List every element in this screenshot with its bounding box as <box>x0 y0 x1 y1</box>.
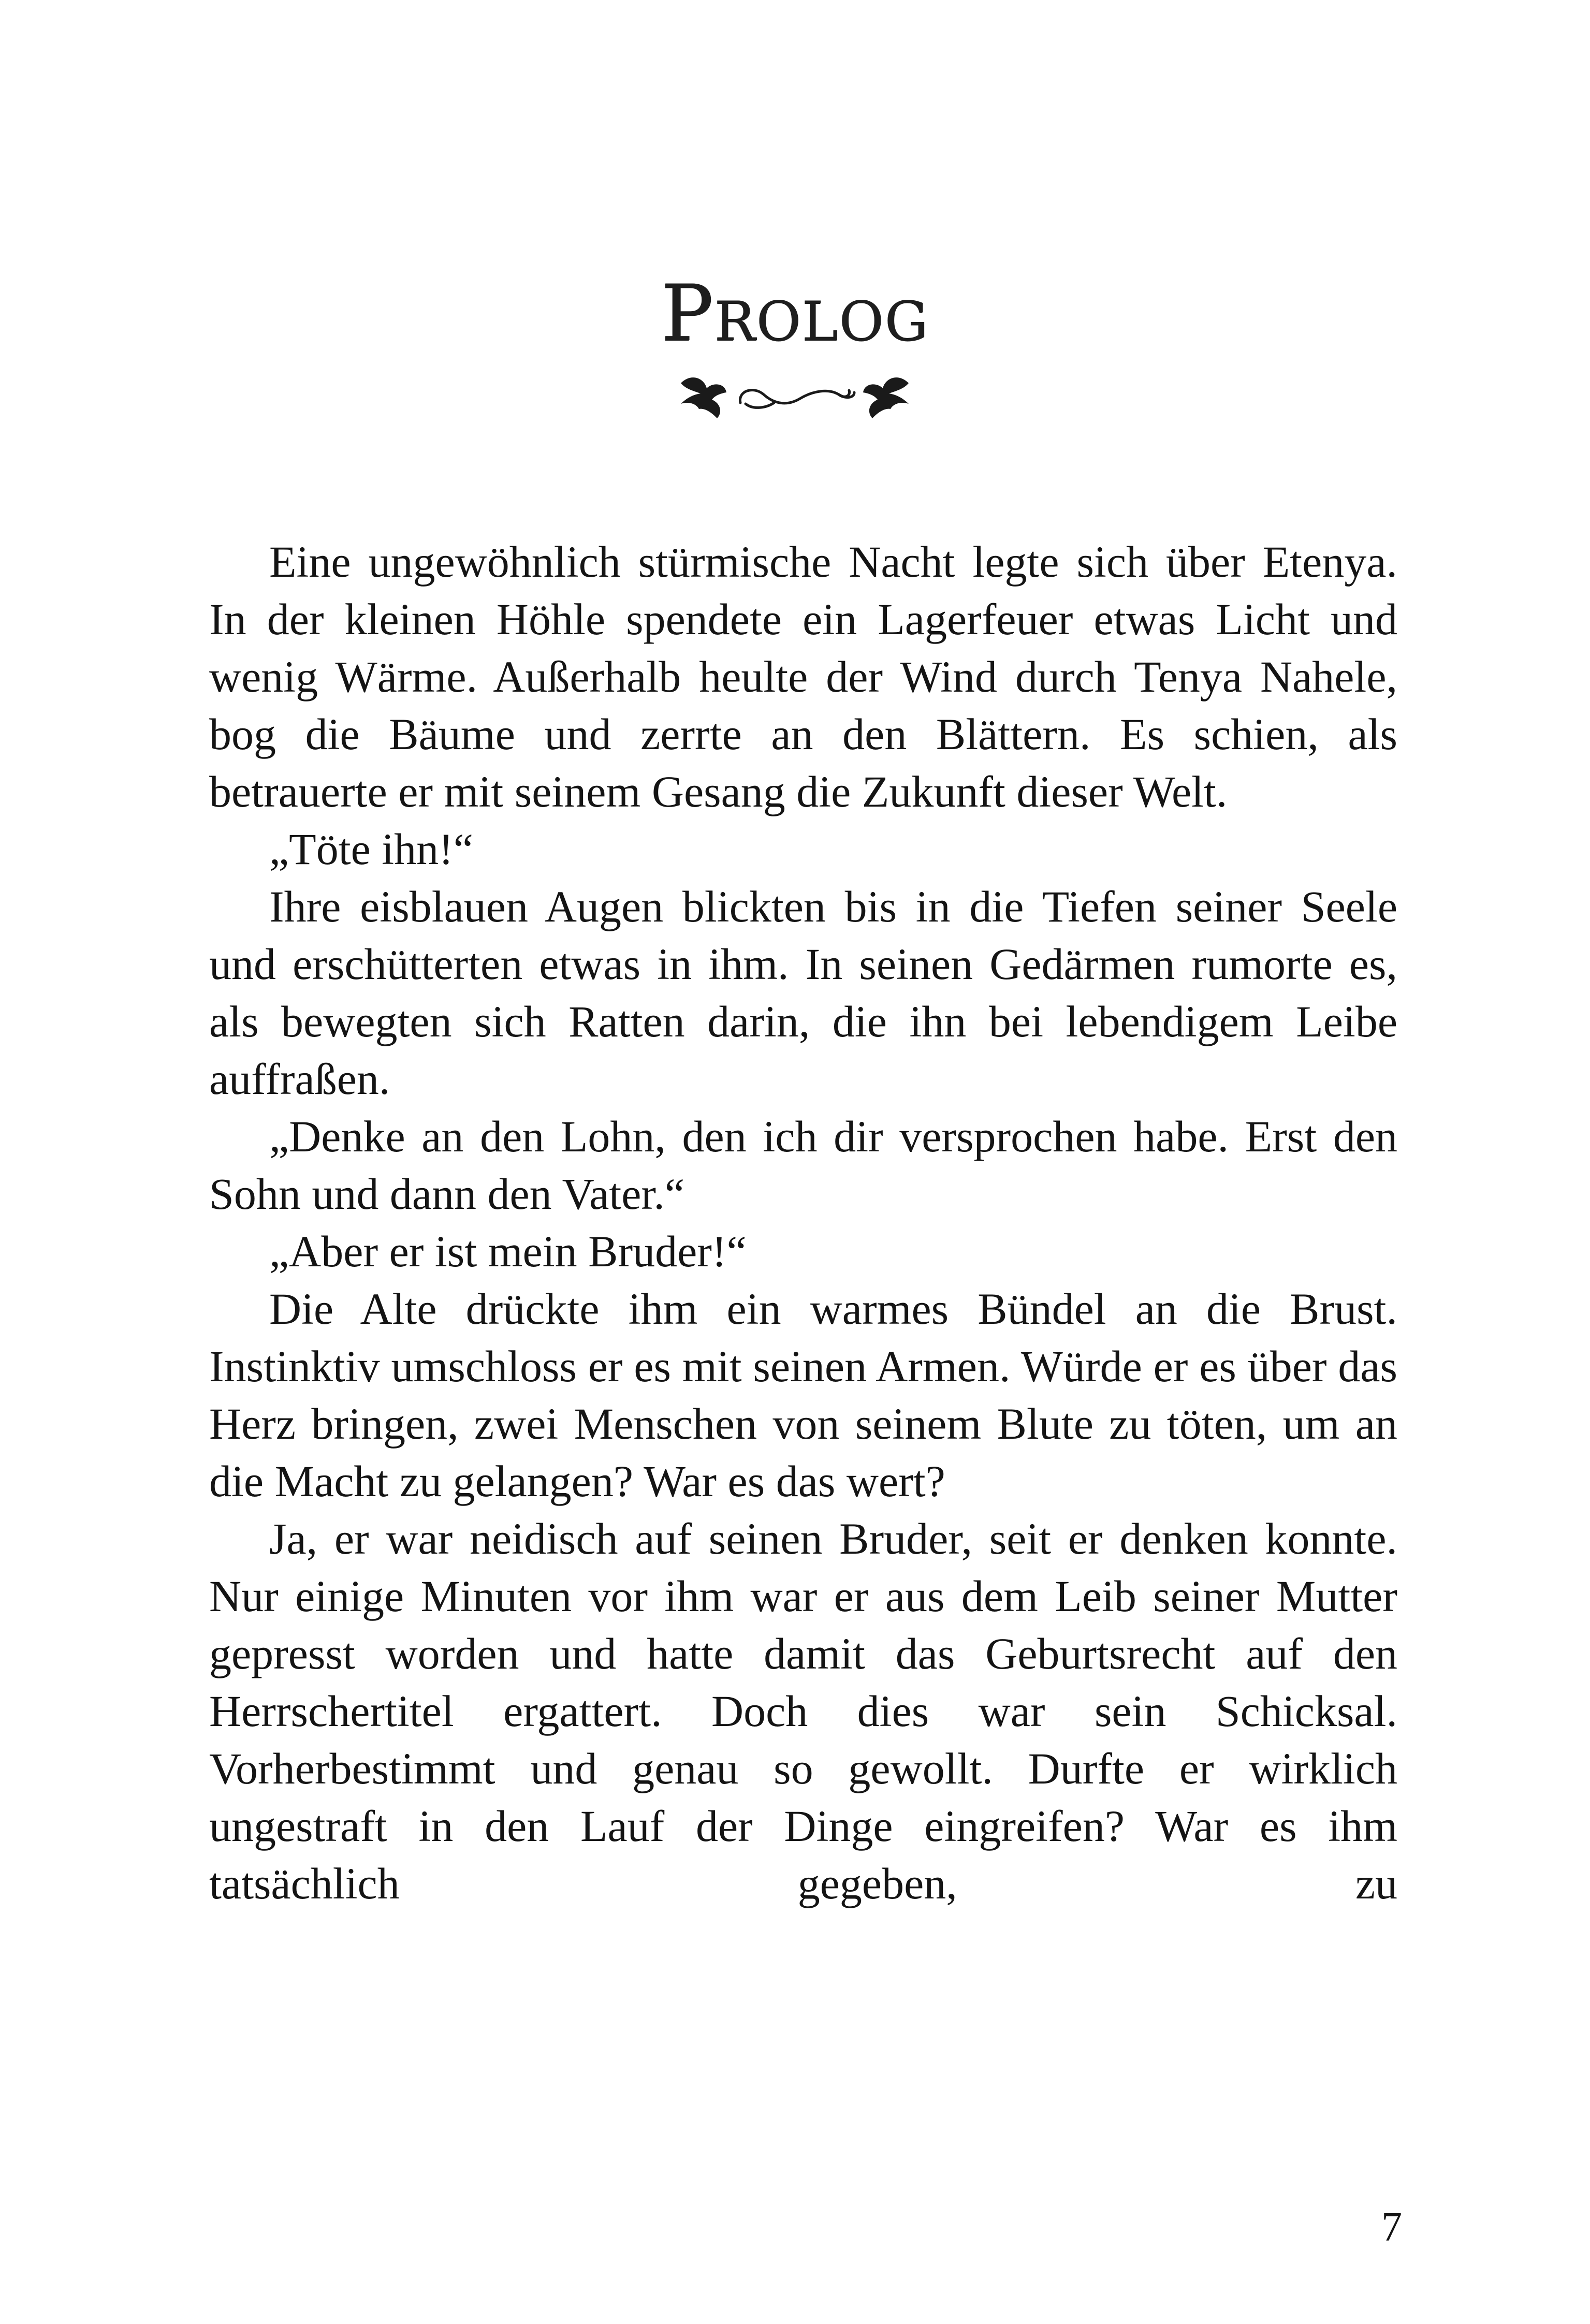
paragraph: Eine ungewöhnlich stürmische Nacht legte sich über Etenya. In der kleinen Höhle spendete ein Lagerfeuer etwas Licht und wenig Wärme. Außerhalb heulte der Wind durch Tenya Nahele, bog die Bäume und zerrte an den Blättern. Es schien, als betrauerte er mit seinem Gesang die Zukunft dieser Welt. <box>209 537 1397 816</box>
paragraph: Ihre eisblauen Augen blickten bis in die Tiefen seiner Seele und erschütterten etwas in ihm. In seinen Gedärmen rumorte es, als bewegten sich Ratten darin, die ihn bei lebendigem Leibe auffraßen. <box>209 882 1397 1104</box>
paragraph: „Töte ihn!“ <box>269 824 473 874</box>
paragraph: „Denke an den Lohn, den ich dir versprochen habe. Erst den Sohn und dann den Vater.“ <box>209 1112 1397 1219</box>
chapter-title: Prolog <box>661 268 929 359</box>
paragraph: Die Alte drückte ihm ein warmes Bündel an die Brust. Instinktiv umschloss er es mit seinen Armen. Würde er es über das Herz bringen, zwei Menschen von seinem Blute zu töten, um an die Macht zu gelangen? War es das wert? <box>209 1284 1397 1506</box>
prologue-text <box>209 533 1397 1912</box>
fleuron-divider-icon <box>676 362 914 425</box>
paragraph: Ja, er war neidisch auf seinen Bruder, seit er denken konnte. Nur einige Minuten vor ihm war er aus dem Leib seiner Mutter gepresst worden und hatte damit das Geburtsrecht auf den Herrschertitel ergattert. Doch dies war sein Schicksal. Vorherbestimmt und genau so gewollt. Durfte er wirklich ungestraft in den Lauf der Dinge eingreifen? War es ihm tatsächlich gegeben, zu <box>209 1514 1397 1908</box>
paragraph: „Aber er ist mein Bruder!“ <box>269 1226 747 1276</box>
page-number: 7 <box>1381 2204 1402 2250</box>
